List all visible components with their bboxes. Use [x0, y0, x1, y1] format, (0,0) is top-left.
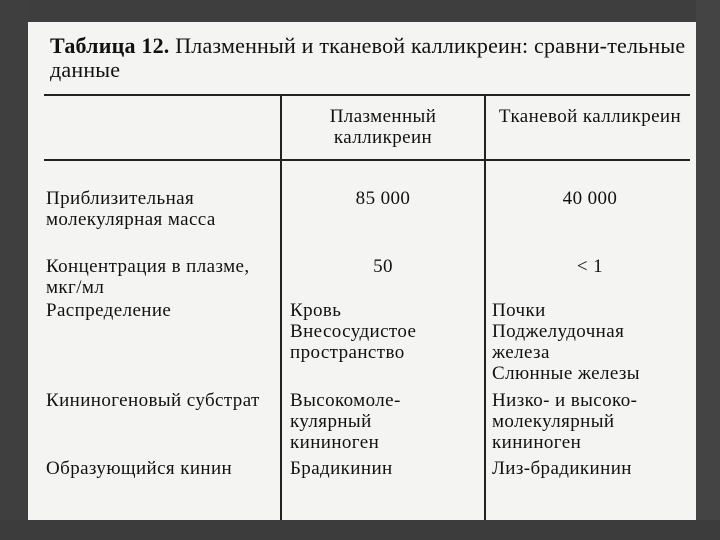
table-top-rule: [44, 94, 690, 96]
table-title: Плазменный и тканевой калликреин: сравни-тельные данные: [50, 33, 686, 82]
cell-plasma-kininogen-substrate: Высокомоле- кулярный кининоген: [290, 390, 401, 453]
slide-frame-right: [696, 0, 720, 540]
cell-tissue-distribution: Почки Поджелудочная железа Слюнные железы: [492, 300, 640, 384]
row-label-kinin-formed: Образующийся кинин: [46, 458, 233, 479]
slide-frame-top: [0, 0, 720, 22]
cell-plasma-distribution: Кровь Внесосудистое пространство: [290, 300, 417, 363]
table-header-rule: [44, 159, 690, 161]
cell-tissue-molecular-mass: 40 000: [562, 188, 618, 209]
cell-tissue-concentration: < 1: [576, 256, 604, 277]
column-header-tissue: Тканевой калликреин: [498, 106, 682, 127]
column-header-plasma: Плазменный калликреин: [329, 106, 437, 148]
cell-plasma-concentration: 50: [373, 256, 393, 277]
cell-tissue-kinin-formed: Лиз-брадикинин: [492, 458, 632, 479]
cell-plasma-kinin-formed: Брадикинин: [290, 458, 393, 479]
row-label-molecular-mass: Приблизительная молекулярная масса: [46, 188, 216, 230]
column-divider-2: [484, 94, 486, 520]
cell-plasma-molecular-mass: 85 000: [355, 188, 411, 209]
scanned-page: [28, 22, 696, 520]
slide-frame-left: [0, 0, 28, 540]
row-label-concentration: Концентрация в плазме, мкг/мл: [46, 256, 250, 298]
cell-tissue-kininogen-substrate: Низко- и высоко- молекулярный кининоген: [492, 390, 638, 453]
table-caption: [50, 34, 690, 82]
row-label-distribution: Распределение: [46, 300, 172, 321]
row-label-kininogen-substrate: Кининогеновый субстрат: [46, 390, 260, 411]
slide-frame-bottom: [0, 520, 720, 540]
table-number: Таблица 12.: [50, 33, 170, 58]
column-divider-1: [280, 94, 282, 520]
